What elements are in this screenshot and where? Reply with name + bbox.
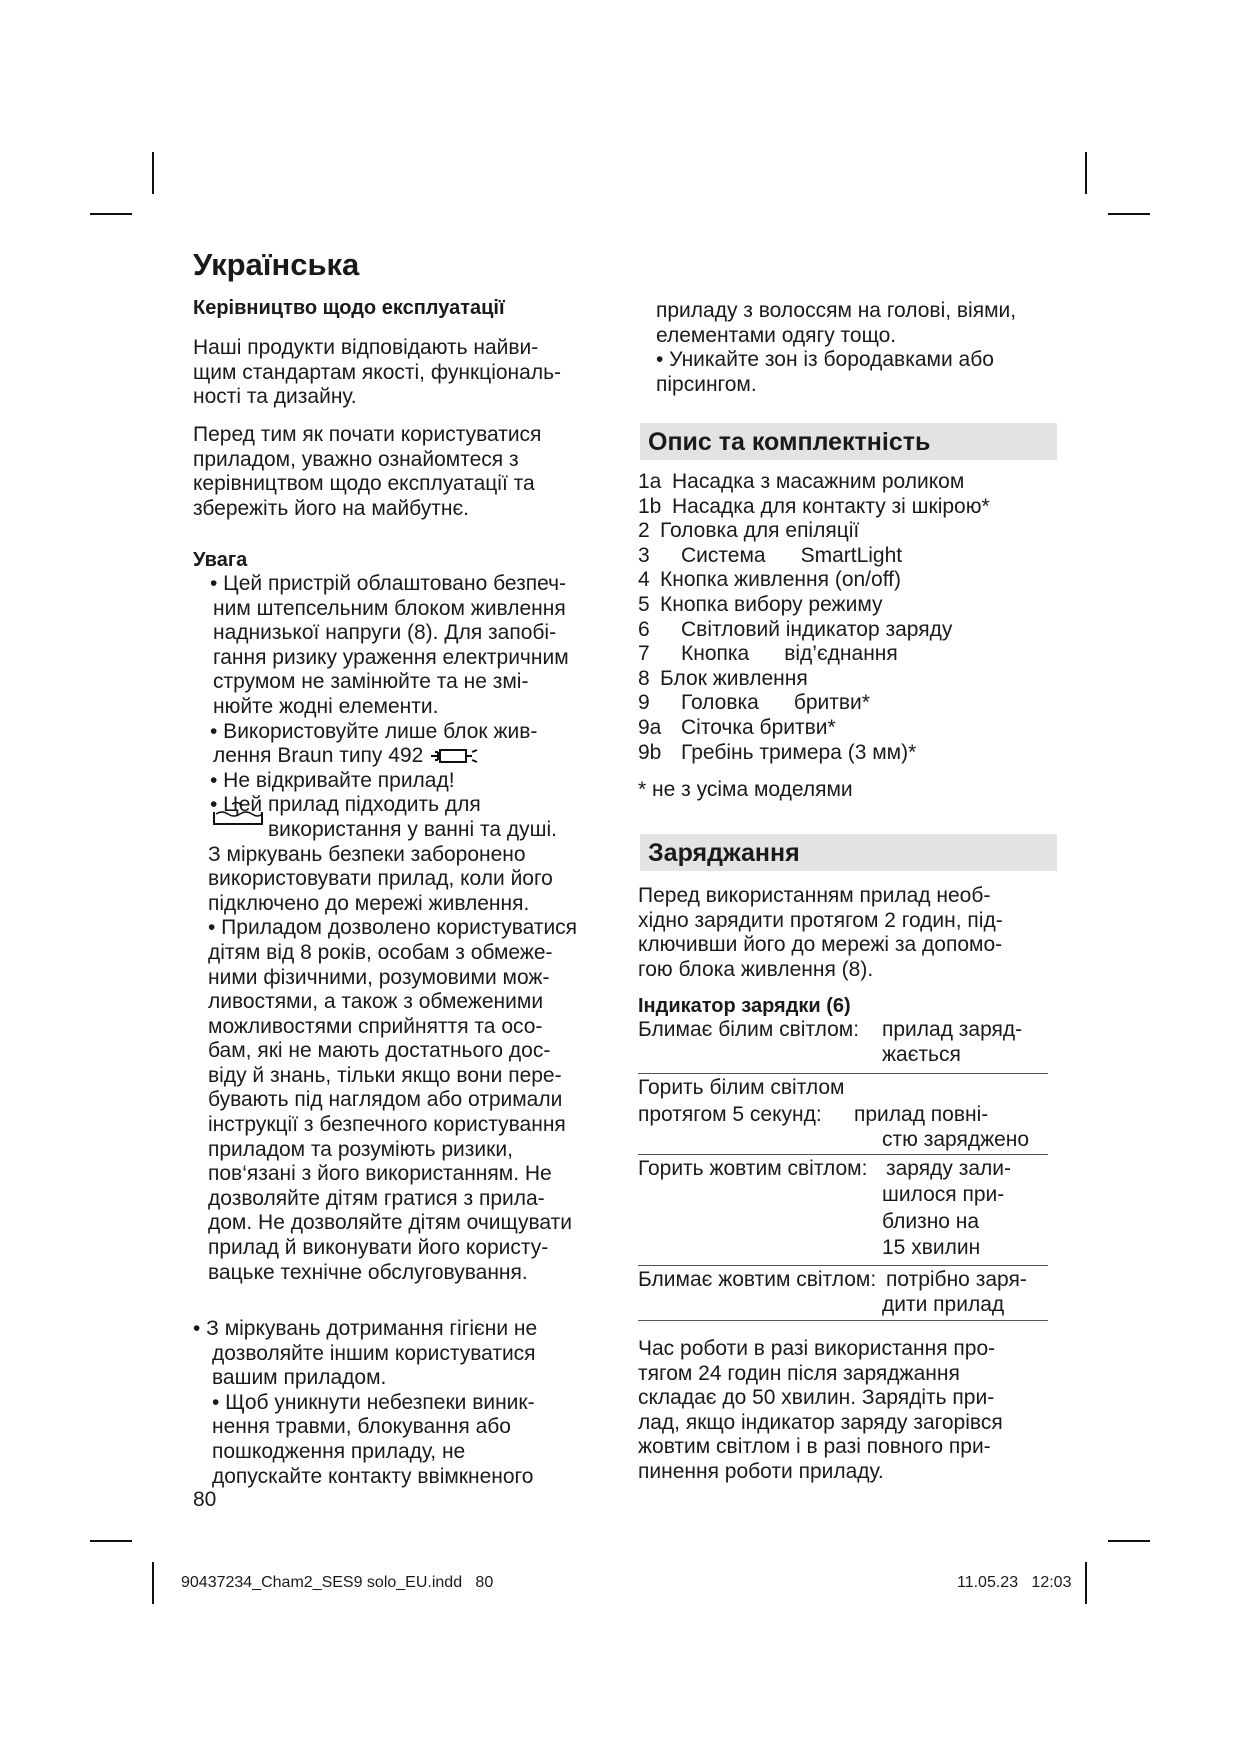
text-line: Перед тим як почати користуватися (193, 423, 542, 446)
text-line (210, 818, 620, 843)
text-line: ними фізичними, розумовими мож- (208, 965, 550, 989)
text-line: бувають під наглядом або отримали (208, 1088, 563, 1112)
text-line: наднизької напруги (8). Для запобі- (213, 621, 557, 645)
text-line: • Не відкривайте прилад! (210, 768, 455, 792)
text-line: хідно зарядити протягом 2 годин, під- (638, 908, 1003, 932)
text-line: пірсингом. (656, 372, 757, 396)
text-line: керівництвом щодо експлуатації та (193, 472, 535, 496)
text-line: Перед використанням прилад необ- (638, 884, 991, 907)
text-line: гання ризику ураження електричним (213, 645, 569, 669)
runtime-paragraph (638, 1337, 1003, 1485)
list-item (638, 470, 990, 495)
text-line: дозволяйте іншим користуватися (212, 1341, 536, 1365)
text-line: вашим приладом. (212, 1366, 387, 1390)
crop-mark (152, 1562, 154, 1604)
text-line: вацьке технічне обслуговування. (208, 1260, 528, 1284)
text-line: пинення роботи приладу. (638, 1459, 884, 1483)
indicator-table (638, 1018, 1048, 1321)
text-line: ключивши його до мережі за допомо- (638, 933, 1003, 957)
list-item (638, 691, 990, 716)
crop-mark (1085, 1562, 1087, 1604)
page-title: Українська (193, 247, 360, 282)
text-line: щим стандартам якості, функціональ- (193, 360, 562, 384)
indicator-meaning: близно на (882, 1210, 980, 1233)
text-line: Час роботи в разі використання про- (638, 1337, 996, 1360)
item-number: 1a (638, 470, 662, 493)
text-line: бам, які не мають достатнього дос- (208, 1039, 551, 1063)
right-top-block (656, 299, 1016, 397)
footer-date: 11.05.23 12:03 (957, 1574, 1072, 1591)
item-label: Головка бритви* (681, 691, 870, 715)
text-line (210, 744, 620, 769)
item-number: 8 (638, 666, 650, 690)
section-description-heading: Опис та комплектність (648, 428, 931, 456)
text-line: приладом та розуміють ризики, (208, 1137, 513, 1161)
text-line: дом. Не дозволяйте дітям очищувати (208, 1211, 573, 1235)
braun-type-text: лення Braun типу 492 (213, 744, 424, 768)
indicator-meaning: прилад заряд- (882, 1018, 1023, 1041)
text-line: приладом, уважно ознайомтеся з (193, 447, 519, 471)
item-number: 9a (638, 715, 662, 739)
item-label: Насадка для контакту зі шкірою* (672, 494, 990, 518)
text-line: • Цей пристрій облаштовано безпеч- (210, 572, 567, 595)
charging-paragraph (638, 884, 1003, 982)
crop-mark (90, 1540, 132, 1542)
indicator-meaning: стю заряджено (882, 1128, 1030, 1151)
text-line: жовтим світлом і в разі повного при- (638, 1435, 991, 1459)
indicator-meaning: жається (882, 1043, 961, 1066)
indicator-meaning: потрібно заря- (886, 1268, 1027, 1291)
text-line: підключено до мережі живлення. (208, 891, 530, 915)
text-line: ним штепсельним блоком живлення (213, 596, 566, 620)
text-line: нюйте жодні елементи. (213, 694, 439, 718)
indicator-meaning: заряду зали- (886, 1157, 1011, 1180)
text-line: дітям від 8 років, особам з обмеже- (208, 940, 553, 964)
indicator-state: Горить жовтим світлом: (638, 1157, 868, 1180)
text-line: струмом не замінюйте та не змі- (213, 670, 529, 694)
table-row (638, 1018, 1048, 1074)
item-label: Сіточка бритви* (681, 715, 836, 739)
text-line: тягом 24 годин після заряджання (638, 1361, 960, 1385)
item-number: 7 (638, 642, 650, 666)
warning-block (210, 572, 620, 1285)
crop-mark (152, 152, 154, 194)
list-item (638, 519, 990, 544)
item-label: Блок живлення (660, 666, 808, 690)
text-line: можливостями сприйняття та осо- (208, 1014, 543, 1038)
item-label: Гребінь тримера (3 мм)* (681, 740, 917, 764)
text-line: Наші продукти відповідають найви- (193, 336, 539, 359)
text-line: приладу з волоссям на голові, віями, (656, 299, 1017, 322)
crop-mark (1085, 152, 1087, 194)
item-number: 1b (638, 494, 662, 518)
warning-heading: Увага (193, 549, 248, 571)
crop-mark (90, 213, 132, 215)
item-label: Насадка з масажним роликом (672, 470, 965, 493)
crop-mark (1108, 213, 1150, 215)
intro-paragraph-2 (193, 423, 541, 521)
list-item (638, 667, 990, 692)
text-line: пошкодження приладу, не (212, 1439, 466, 1463)
text-line: • Використовуйте лише блок жив- (210, 719, 538, 743)
footnote: * не з усіма моделями (638, 778, 853, 801)
text-line: віду й знань, тільки якщо вони пере- (208, 1063, 562, 1087)
text-line: • Приладом дозволено користуватися (208, 916, 578, 940)
text-line: гою блока живлення (8). (638, 957, 874, 981)
indicator-meaning: дити прилад (882, 1293, 1005, 1316)
bath-text: використання у ванні та душі. (268, 817, 557, 841)
indicator-state: протягом 5 секунд: (638, 1103, 822, 1126)
list-item (638, 716, 990, 741)
page-number: 80 (193, 1488, 217, 1511)
text-line: лад, якщо індикатор заряду загорівся (638, 1410, 1003, 1434)
text-line: інструкції з безпечного користування (208, 1113, 566, 1137)
indicator-state: Горить білим світлом (638, 1076, 845, 1099)
manual-heading: Керівництво щодо експлуатації (193, 297, 505, 319)
item-number: 9 (638, 691, 650, 715)
item-number: 6 (638, 617, 650, 641)
item-number: 9b (638, 740, 662, 764)
power-supply-icon (429, 748, 481, 764)
item-number: 3 (638, 543, 650, 567)
text-line: складає до 50 хвилин. Зарядіть при- (638, 1386, 995, 1410)
list-item (638, 495, 990, 520)
component-list (638, 470, 990, 765)
indicator-state: Блимає білим світлом: (638, 1018, 860, 1041)
list-item (638, 642, 990, 667)
section-description-bar (640, 423, 1057, 460)
text-line: • Цей прилад підходить для (210, 793, 481, 817)
text-line: використовувати прилад, коли його (208, 867, 553, 891)
text-line: • Уникайте зон із бородавками або (656, 348, 994, 372)
indicator-state: Блимає жовтим світлом: (638, 1268, 877, 1291)
text-line: • Щоб уникнути небезпеки виник- (212, 1390, 535, 1414)
text-line: прилад й виконувати його користу- (208, 1236, 549, 1260)
list-item (638, 741, 990, 766)
item-label: Головка для епіляції (660, 519, 860, 543)
table-row (638, 1074, 1048, 1155)
table-row (638, 1266, 1048, 1321)
text-line: З міркувань безпеки заборонено (208, 842, 526, 866)
bath-shower-icon (212, 802, 264, 828)
indicator-meaning: прилад повні- (854, 1103, 989, 1126)
list-item (638, 618, 990, 643)
table-row (638, 1155, 1048, 1266)
item-label: Система SmartLight (681, 543, 903, 567)
item-label: Світловий індикатор заряду (681, 617, 953, 641)
item-number: 4 (638, 568, 650, 592)
text-line: ності та дизайну. (193, 385, 357, 409)
indicator-heading: Індикатор зарядки (6) (638, 995, 851, 1017)
text-line: ливостями, а також з обмеженими (208, 990, 544, 1014)
text-line: допускайте контакту ввімкненого (212, 1464, 534, 1488)
text-line: пов‘язані з його використанням. Не (208, 1162, 552, 1186)
item-number: 5 (638, 592, 650, 616)
hygiene-block (193, 1317, 613, 1489)
item-number: 2 (638, 519, 650, 543)
indicator-meaning: шилося при- (882, 1183, 1005, 1206)
item-label: Кнопка від’єднання (681, 642, 898, 666)
list-item (638, 568, 990, 593)
section-charging-bar (640, 834, 1057, 871)
text-line: • З міркувань дотримання гігієни не (193, 1317, 538, 1340)
list-item (638, 593, 990, 618)
text-line: нення травми, блокування або (212, 1415, 511, 1439)
section-charging-heading: Заряджання (648, 839, 800, 867)
intro-paragraph-1 (193, 336, 561, 410)
indicator-meaning: 15 хвилин (882, 1236, 981, 1259)
text-line: дозволяйте дітям гратися з прила- (208, 1186, 545, 1210)
item-label: Кнопка живлення (on/off) (660, 568, 901, 592)
item-label: Кнопка вибору режиму (660, 592, 883, 616)
crop-mark (1108, 1540, 1150, 1542)
text-line: елементами одягу тощо. (656, 323, 897, 347)
text-line: збережіть його на майбутнє. (193, 496, 470, 520)
footer-file-info: 90437234_Cham2_SES9 solo_EU.indd 80 (181, 1574, 494, 1591)
list-item (638, 544, 990, 569)
